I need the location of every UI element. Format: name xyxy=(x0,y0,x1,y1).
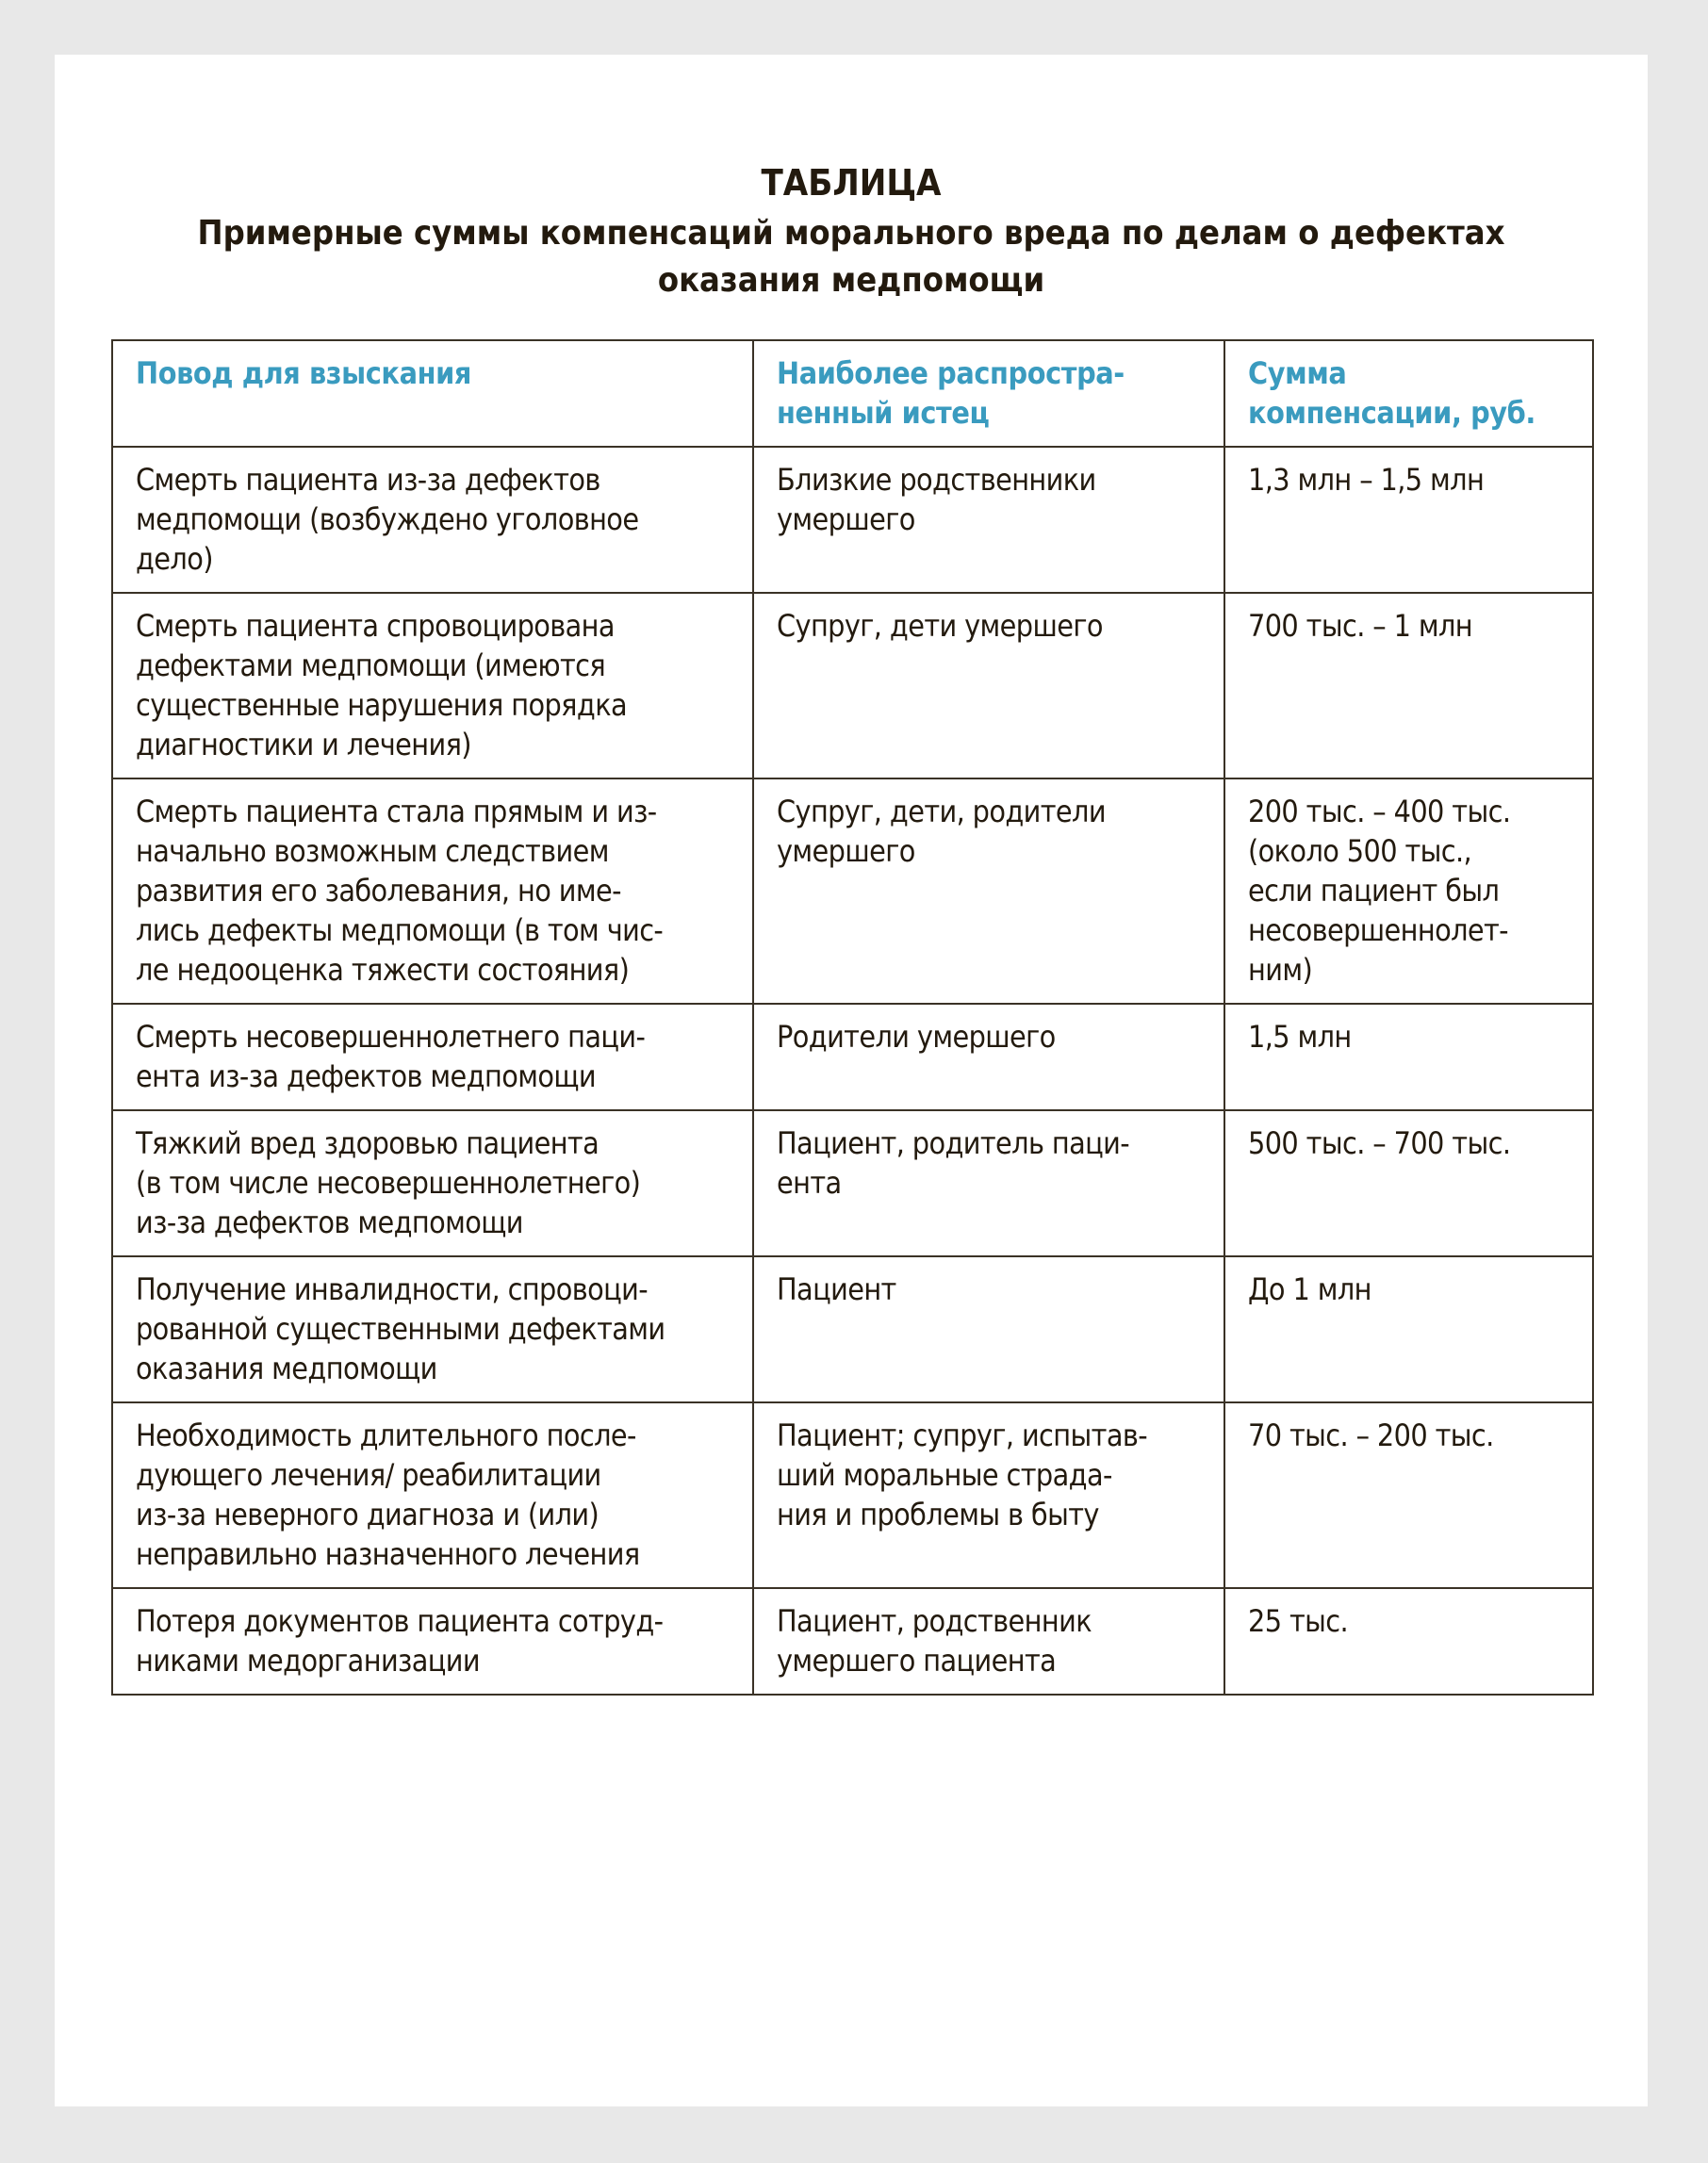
table-row xyxy=(112,447,1593,593)
cell-line: ния и проблемы в быту xyxy=(777,1497,1099,1532)
cell-line: 70 тыс. – 200 тыс. xyxy=(1248,1417,1494,1453)
cell-plaintiff xyxy=(753,1110,1224,1256)
cell-line: Получение инвалидности, спровоци- xyxy=(136,1271,649,1307)
cell-line: Супруг, дети умершего xyxy=(777,608,1103,644)
table-row xyxy=(112,1004,1593,1110)
cell-line: 200 тыс. – 400 тыс. xyxy=(1248,794,1511,829)
cell-reason xyxy=(112,1256,753,1402)
cell-line: дело) xyxy=(136,541,213,577)
cell-line: Смерть пациента стала прямым и из- xyxy=(136,794,657,829)
cell-amount xyxy=(1224,447,1593,593)
cell-amount xyxy=(1224,1402,1593,1588)
table-subtitle xyxy=(111,210,1591,304)
cell-line: (в том числе несовершеннолетнего) xyxy=(136,1165,641,1201)
cell-plaintiff xyxy=(753,447,1224,593)
cell-line: Смерть пациента из-за дефектов xyxy=(136,462,600,498)
cell-line: Пациент; супруг, испытав- xyxy=(777,1417,1148,1453)
header-line: компенсации, руб. xyxy=(1248,395,1536,431)
table-row xyxy=(112,1110,1593,1256)
cell-amount xyxy=(1224,593,1593,778)
table-row xyxy=(112,1402,1593,1588)
cell-line: несовершеннолет- xyxy=(1248,912,1508,948)
header-line: Наиболее распростра- xyxy=(777,355,1125,391)
column-header-plaintiff xyxy=(753,340,1224,447)
cell-line: если пациент был xyxy=(1248,873,1500,909)
table-body xyxy=(112,447,1593,1695)
cell-plaintiff xyxy=(753,1004,1224,1110)
table-row xyxy=(112,1588,1593,1695)
column-header-reason xyxy=(112,340,753,447)
cell-amount xyxy=(1224,778,1593,1004)
cell-line: ле недооценка тяжести состояния) xyxy=(136,952,630,988)
cell-line: начально возможным следствием xyxy=(136,833,609,869)
cell-line: 500 тыс. – 700 тыс. xyxy=(1248,1125,1511,1161)
cell-line: из-за неверного диагноза и (или) xyxy=(136,1497,599,1532)
cell-line: Пациент, родственник xyxy=(777,1603,1092,1639)
cell-line: Родители умершего xyxy=(777,1019,1056,1055)
cell-plaintiff xyxy=(753,778,1224,1004)
cell-line: оказания медпомощи xyxy=(136,1351,437,1386)
cell-plaintiff xyxy=(753,1256,1224,1402)
cell-line: (около 500 тыс., xyxy=(1248,833,1472,869)
cell-line: Близкие родственники xyxy=(777,462,1096,498)
column-header-amount xyxy=(1224,340,1593,447)
document-page xyxy=(55,55,1648,2106)
cell-line: Тяжкий вред здоровью пациента xyxy=(136,1125,599,1161)
cell-line: ента из-за дефектов медпомощи xyxy=(136,1058,596,1094)
cell-line: умершего xyxy=(777,501,915,537)
cell-amount xyxy=(1224,1256,1593,1402)
cell-line: медпомощи (возбуждено уголовное xyxy=(136,501,639,537)
cell-line: Смерть несовершеннолетнего паци- xyxy=(136,1019,646,1055)
cell-line: Потеря документов пациента сотруд- xyxy=(136,1603,664,1639)
cell-amount xyxy=(1224,1588,1593,1695)
cell-reason xyxy=(112,778,753,1004)
cell-line: умершего xyxy=(777,833,915,869)
cell-line: Супруг, дети, родители xyxy=(777,794,1106,829)
cell-line: рованной существенными дефектами xyxy=(136,1311,665,1347)
cell-line: дефектами медпомощи (имеются xyxy=(136,647,606,683)
cell-line: существенные нарушения порядка xyxy=(136,687,628,723)
cell-line: 25 тыс. xyxy=(1248,1603,1349,1639)
cell-line: развития его заболевания, но име- xyxy=(136,873,621,909)
cell-reason xyxy=(112,1110,753,1256)
cell-line: диагностики и лечения) xyxy=(136,727,471,762)
table-row xyxy=(112,593,1593,778)
cell-line: ента xyxy=(777,1165,842,1201)
cell-reason xyxy=(112,447,753,593)
cell-line: 1,3 млн – 1,5 млн xyxy=(1248,462,1485,498)
cell-reason xyxy=(112,593,753,778)
cell-line: неправильно назначенного лечения xyxy=(136,1536,640,1572)
cell-reason xyxy=(112,1588,753,1695)
cell-reason xyxy=(112,1402,753,1588)
cell-line: ним) xyxy=(1248,952,1313,988)
header-line: Сумма xyxy=(1248,355,1347,391)
cell-amount xyxy=(1224,1004,1593,1110)
cell-line: Смерть пациента спровоцирована xyxy=(136,608,615,644)
subtitle-line: оказания медпомощи xyxy=(657,261,1045,300)
cell-plaintiff xyxy=(753,1588,1224,1695)
cell-line: никами медорганизации xyxy=(136,1643,481,1679)
table-row xyxy=(112,1256,1593,1402)
cell-line: До 1 млн xyxy=(1248,1271,1371,1307)
cell-plaintiff xyxy=(753,1402,1224,1588)
cell-line: 700 тыс. – 1 млн xyxy=(1248,608,1473,644)
cell-line: 1,5 млн xyxy=(1248,1019,1352,1055)
header-line: Повод для взыскания xyxy=(136,355,471,391)
cell-reason xyxy=(112,1004,753,1110)
compensation-table xyxy=(111,339,1594,1696)
header-line: ненный истец xyxy=(777,395,990,431)
cell-line: лись дефекты медпомощи (в том чис- xyxy=(136,912,664,948)
cell-plaintiff xyxy=(753,593,1224,778)
cell-line: умершего пациента xyxy=(777,1643,1057,1679)
cell-line: Пациент xyxy=(777,1271,896,1307)
table-row xyxy=(112,778,1593,1004)
cell-line: дующего лечения/ реабилитации xyxy=(136,1457,601,1493)
table-title: ТАБЛИЦА xyxy=(761,162,942,204)
cell-line: ший моральные страда- xyxy=(777,1457,1112,1493)
cell-line: Необходимость длительного после- xyxy=(136,1417,636,1453)
cell-line: из-за дефектов медпомощи xyxy=(136,1204,523,1240)
table-header-row xyxy=(112,340,1593,447)
cell-amount xyxy=(1224,1110,1593,1256)
subtitle-line: Примерные суммы компенсаций морального вреда по делам о дефектах xyxy=(197,214,1505,253)
cell-line: Пациент, родитель паци- xyxy=(777,1125,1130,1161)
